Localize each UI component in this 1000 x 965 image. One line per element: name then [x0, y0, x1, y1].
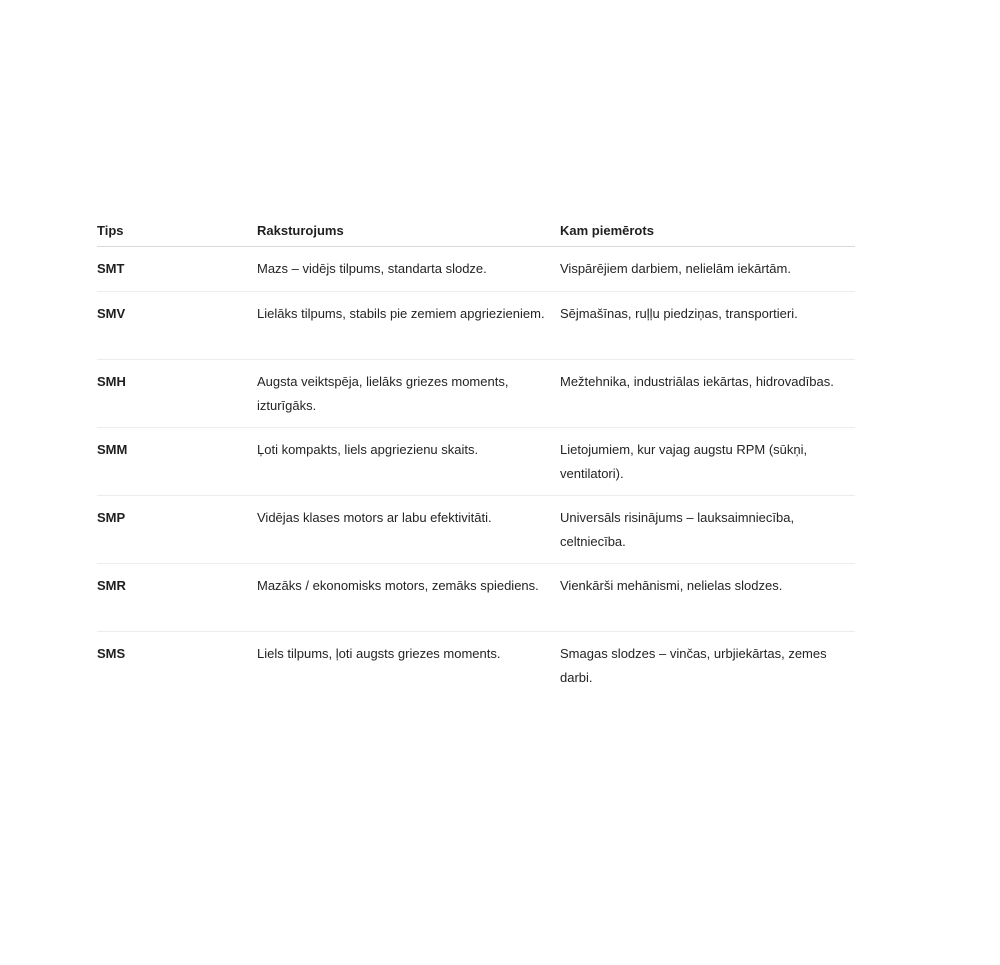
table-row: [97, 360, 855, 428]
type-cell: SMS: [97, 646, 126, 661]
suitable-for-cell: Vispārējiem darbiem, nelielām iekārtām.: [560, 261, 791, 276]
description-cell: Augsta veiktspēja, lielāks griezes moments, izturīgāks.: [257, 374, 509, 413]
header-type: Tips: [97, 223, 124, 238]
suitable-for-cell: Mežtehnika, industriālas iekārtas, hidrovadības.: [560, 374, 834, 389]
type-cell: SMM: [97, 442, 128, 457]
suitable-for-cell: Vienkārši mehānismi, nelielas slodzes.: [560, 578, 783, 593]
motor-types-table: [97, 219, 855, 700]
table-row: [97, 632, 855, 700]
table-row: [97, 428, 855, 496]
description-cell: Vidējas klases motors ar labu efektivitāti.: [257, 510, 492, 525]
table-header-row: [97, 219, 855, 247]
suitable-for-cell: Sējmašīnas, ruļļu piedziņas, transportieri.: [560, 306, 798, 321]
table-row: [97, 564, 855, 632]
type-cell: SMT: [97, 261, 125, 276]
type-cell: SMH: [97, 374, 126, 389]
table-row: [97, 496, 855, 564]
suitable-for-cell: Universāls risinājums – lauksaimniecība, celtniecība.: [560, 510, 795, 549]
suitable-for-cell: Lietojumiem, kur vajag augstu RPM (sūkņi, ventilatori).: [560, 442, 808, 481]
type-cell: SMR: [97, 578, 126, 593]
description-cell: Lielāks tilpums, stabils pie zemiem apgriezieniem.: [257, 306, 545, 321]
description-cell: Mazs – vidējs tilpums, standarta slodze.: [257, 261, 487, 276]
header-suitable-for: Kam piemērots: [560, 223, 654, 238]
table-row: [97, 292, 855, 360]
type-cell: SMV: [97, 306, 126, 321]
description-cell: Liels tilpums, ļoti augsts griezes moments.: [257, 646, 501, 661]
description-cell: Ļoti kompakts, liels apgriezienu skaits.: [257, 442, 479, 457]
table-row: [97, 247, 855, 292]
header-description: Raksturojums: [257, 223, 344, 238]
suitable-for-cell: Smagas slodzes – vinčas, urbjiekārtas, zemes darbi.: [560, 646, 827, 685]
type-cell: SMP: [97, 510, 126, 525]
description-cell: Mazāks / ekonomisks motors, zemāks spiediens.: [257, 578, 539, 593]
